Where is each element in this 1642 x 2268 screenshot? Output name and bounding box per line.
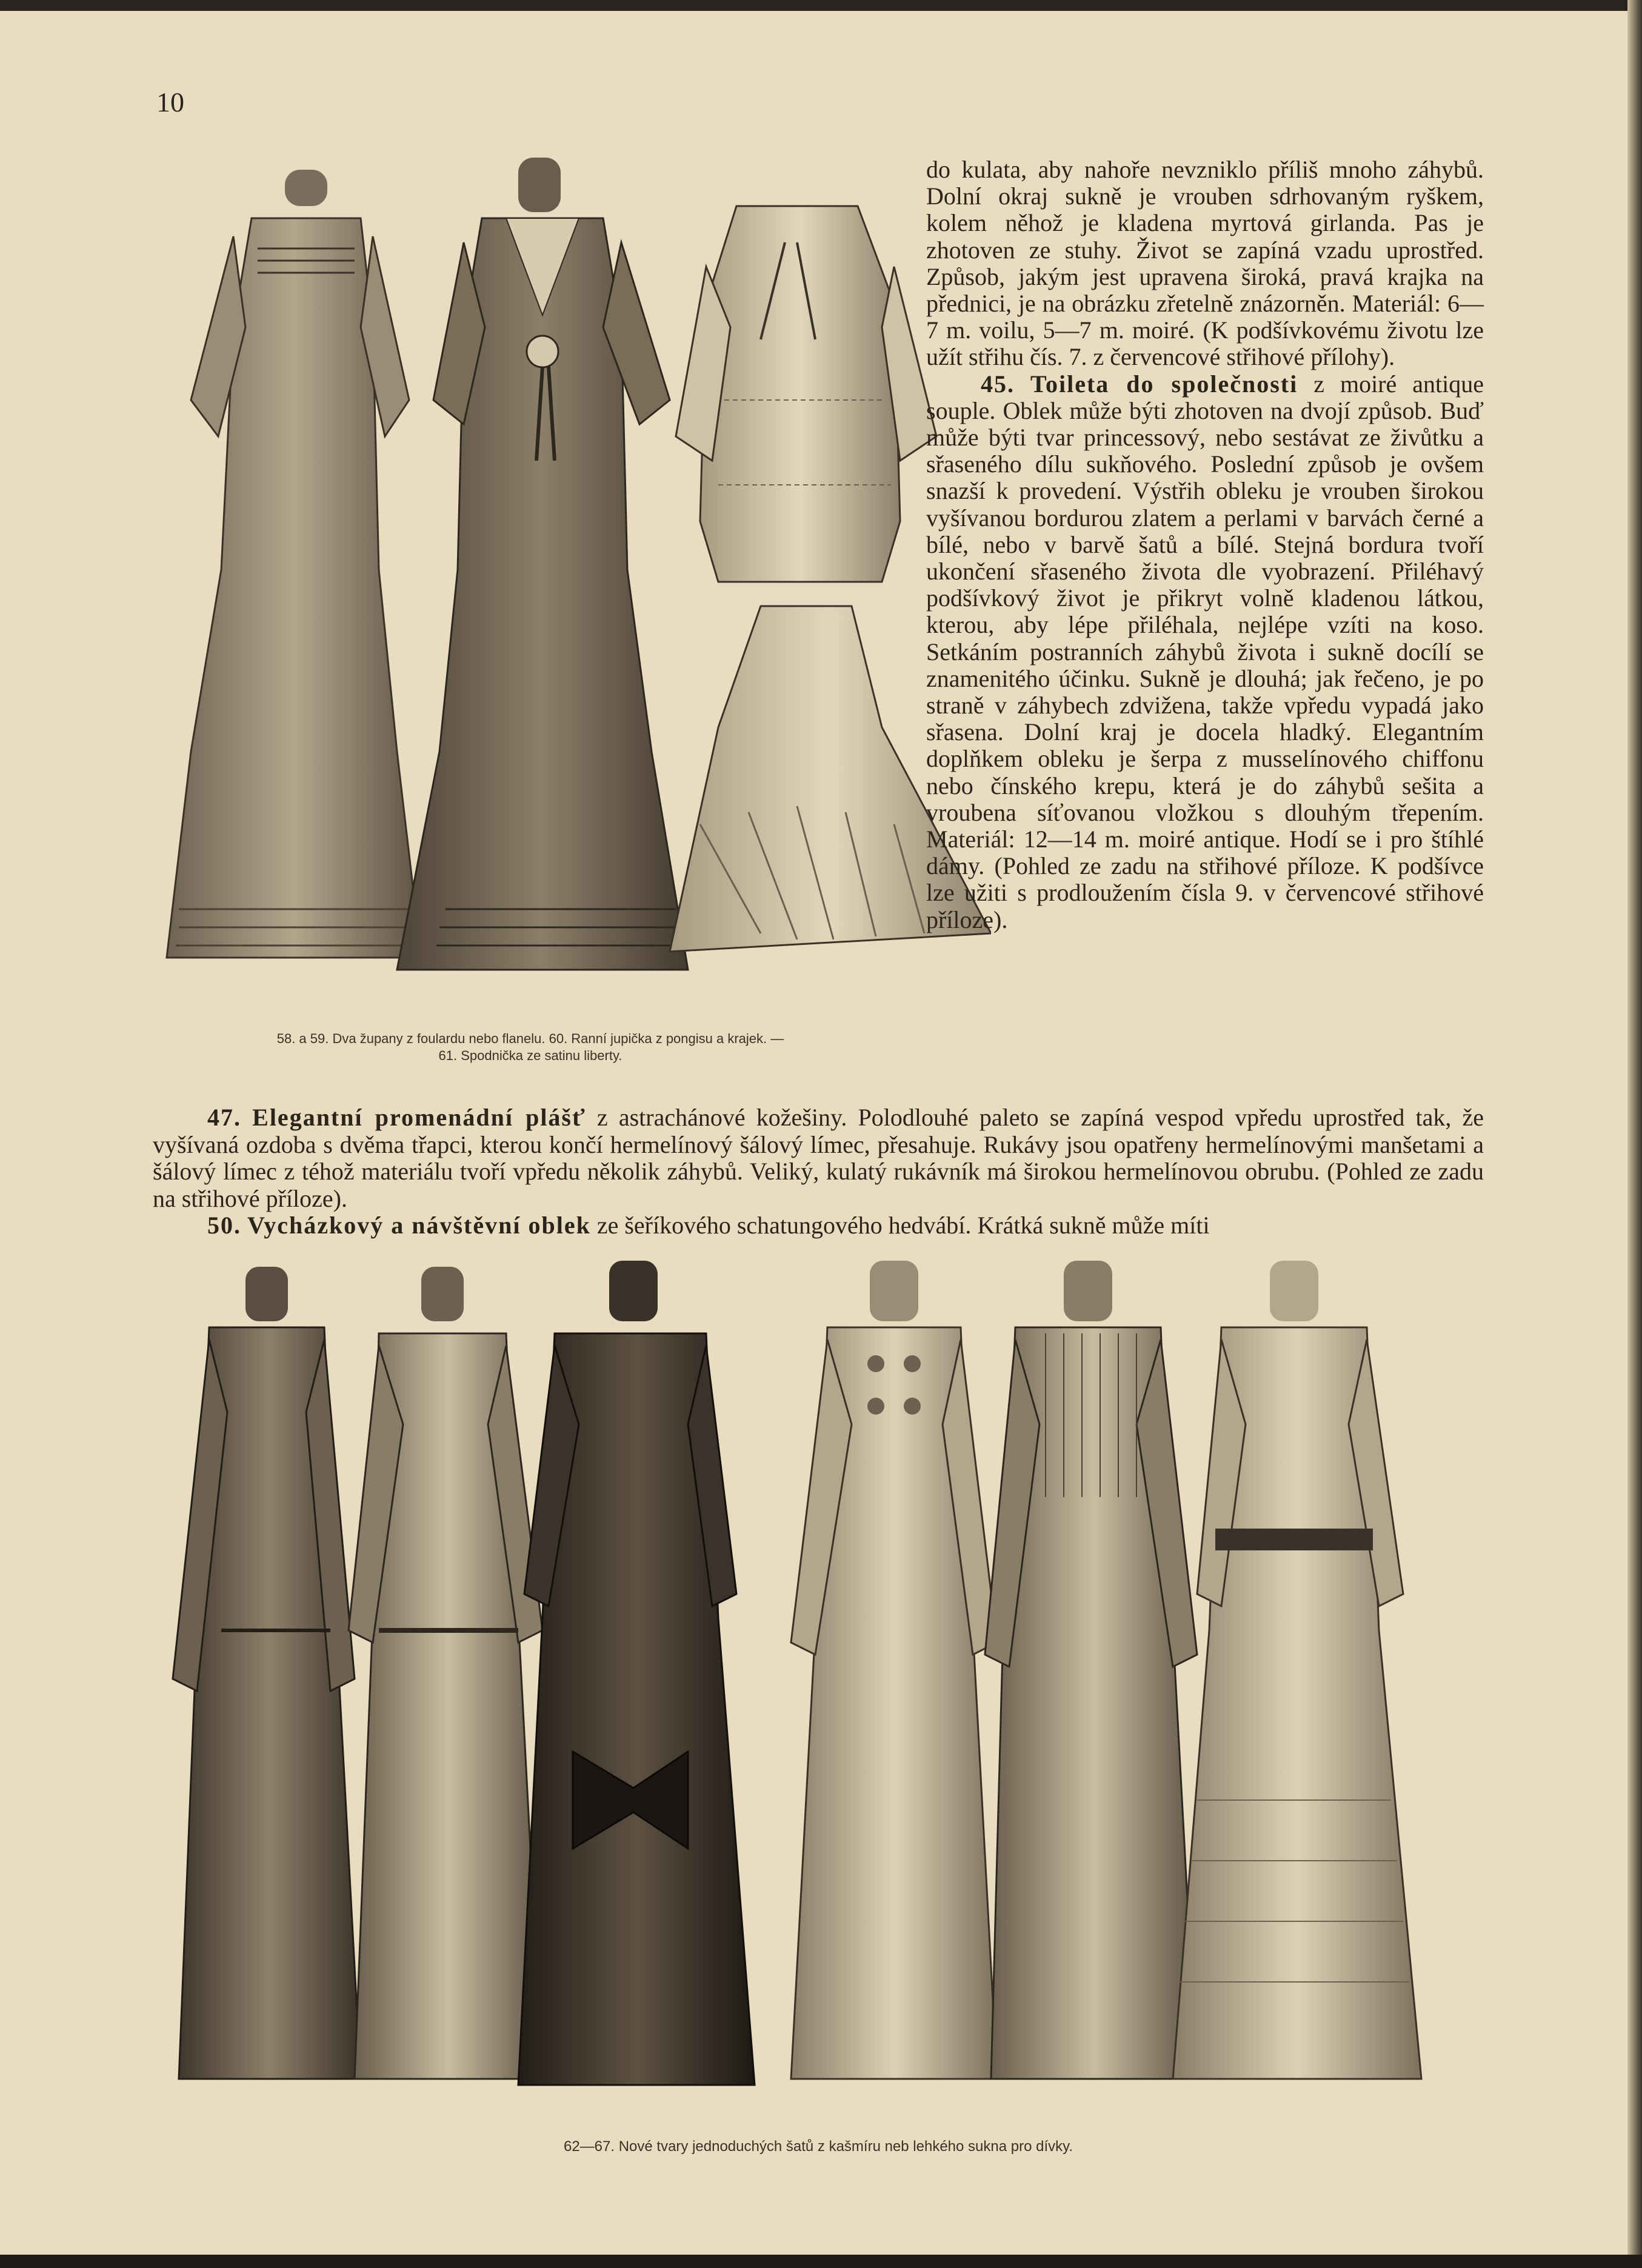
- item-number: 50.: [207, 1212, 241, 1239]
- full-width-text: [153, 1104, 1484, 1239]
- dress-64: [518, 1261, 755, 2085]
- paragraph-45: [926, 371, 1484, 933]
- dress-63: [349, 1267, 542, 2079]
- caption-figures-62-67: 62—67. Nové tvary jednoduchých šatů z kašmíru neb lehkého sukna pro dívky.: [563, 2138, 1073, 2155]
- dress-67: [1173, 1261, 1421, 2079]
- page-top-edge: [0, 0, 1642, 11]
- illustration-dressing-gowns: [155, 145, 991, 982]
- caption-figures-58-61: [152, 1030, 909, 1064]
- dress-65: [791, 1261, 997, 2079]
- item-number: 47.: [207, 1104, 241, 1131]
- gown-58: [167, 170, 421, 958]
- item-text: z moiré antique souple. Oblek může býti zhotoven na dvojí způsob. Buď může býti tvar princessový, nebo sestávat ze živůtku a sřaseného dílu sukňového. Poslední způsob je ovšem snazší k provedení. Výstřih obleku je vrouben širokou vyšívanou bordurou zlatem a perlami v barvách černé a bílé, nebo v barvě šatů a bílé. Stejná bordura tvoří ukončení sřaseného života dle vyobrazení. Přiléhavý podšívkový život je přikryt volně kladenou látkou, kterou, aby lépe přiléhala, nejlépe vzíti na koso. Setkáním postranních záhybů života i sukně docílí se znamenitého účinku. Sukně je dlouhá; jak řečeno, je po straně v záhybech zdvižena, takže vpředu vypadá jako sřasena. Dolní kraj je docela hladký. Elegantním doplňkem obleku je šerpa z musselínového chiffonu nebo čínského krepu, která je do záhybů sešita a vroubena síťovanou vložkou s dlouhým třepením. Materiál: 12—14 m. moiré antique. Hodí se i pro štíhlé dámy. (Pohled ze zadu na střihové příloze. K podšívce lze užiti s prodloužením čísla 9. v červencové střihové příloze).: [926, 370, 1484, 933]
- paragraph-50: [153, 1212, 1484, 1239]
- dress-66: [985, 1261, 1197, 2079]
- caption-line-1: 58. a 59. Dva župany z foulardu nebo flanelu. 60. Ranní jupička z pongisu a krajek. —: [276, 1031, 784, 1046]
- morning-jacket-60: [676, 206, 936, 582]
- item-text: z astrachánové kožešiny. Polodlouhé paleto se zapíná vespod vpředu uprostřed tak, že vyšívaná ozdoba s dvěma třapci, kterou končí hermelínový šálový límec, přesahuje. Rukávy jsou opatřeny hermelínovými manšetami a šálový límec z téhož materiálu tvoří vpředu několik záhybů. Veliký, kulatý rukávník má širokou hermelínovou obrubu. (Pohled ze zadu na střihové příloze).: [153, 1104, 1484, 1212]
- dress-62: [173, 1267, 361, 2079]
- paragraph-47: [153, 1104, 1484, 1212]
- item-heading: Elegantní promenádní plášť: [252, 1104, 586, 1131]
- item-text: ze šeříkového schatungového hedvábí. Krátká sukně může míti: [596, 1212, 1210, 1239]
- paragraph-continuation: do kulata, aby nahoře nevzniklo příliš mnoho záhybů. Dolní okraj sukně je vrouben sdrhovaným ryškem, kolem něhož je kladena myrtová girlanda. Pas je zhotoven ze stuhy. Život se zapíná vzadu uprostřed. Způsob, jakým jest upravena široká, pravá krajka na přednici, je na obrázku zřetelně znázorněn. Materiál: 6—7 m. voilu, 5—7 m. moiré. (K podšívkovému životu lze užít střihu čís. 7. z červencové střihové přílohy).: [926, 156, 1484, 371]
- page-right-edge: [1627, 0, 1642, 2268]
- item-heading: Vycházkový a návštěvní oblek: [247, 1212, 591, 1239]
- item-number: 45.: [981, 370, 1015, 398]
- illustration-girls-dresses: [155, 1255, 1482, 2097]
- page-bottom-edge: [0, 2255, 1642, 2268]
- item-heading: Toileta do společnosti: [1030, 370, 1298, 398]
- gown-59: [397, 158, 688, 970]
- page-number: 10: [156, 87, 184, 118]
- caption-line-2: 61. Spodnička ze satinu liberty.: [438, 1048, 622, 1063]
- right-text-column: [926, 156, 1484, 933]
